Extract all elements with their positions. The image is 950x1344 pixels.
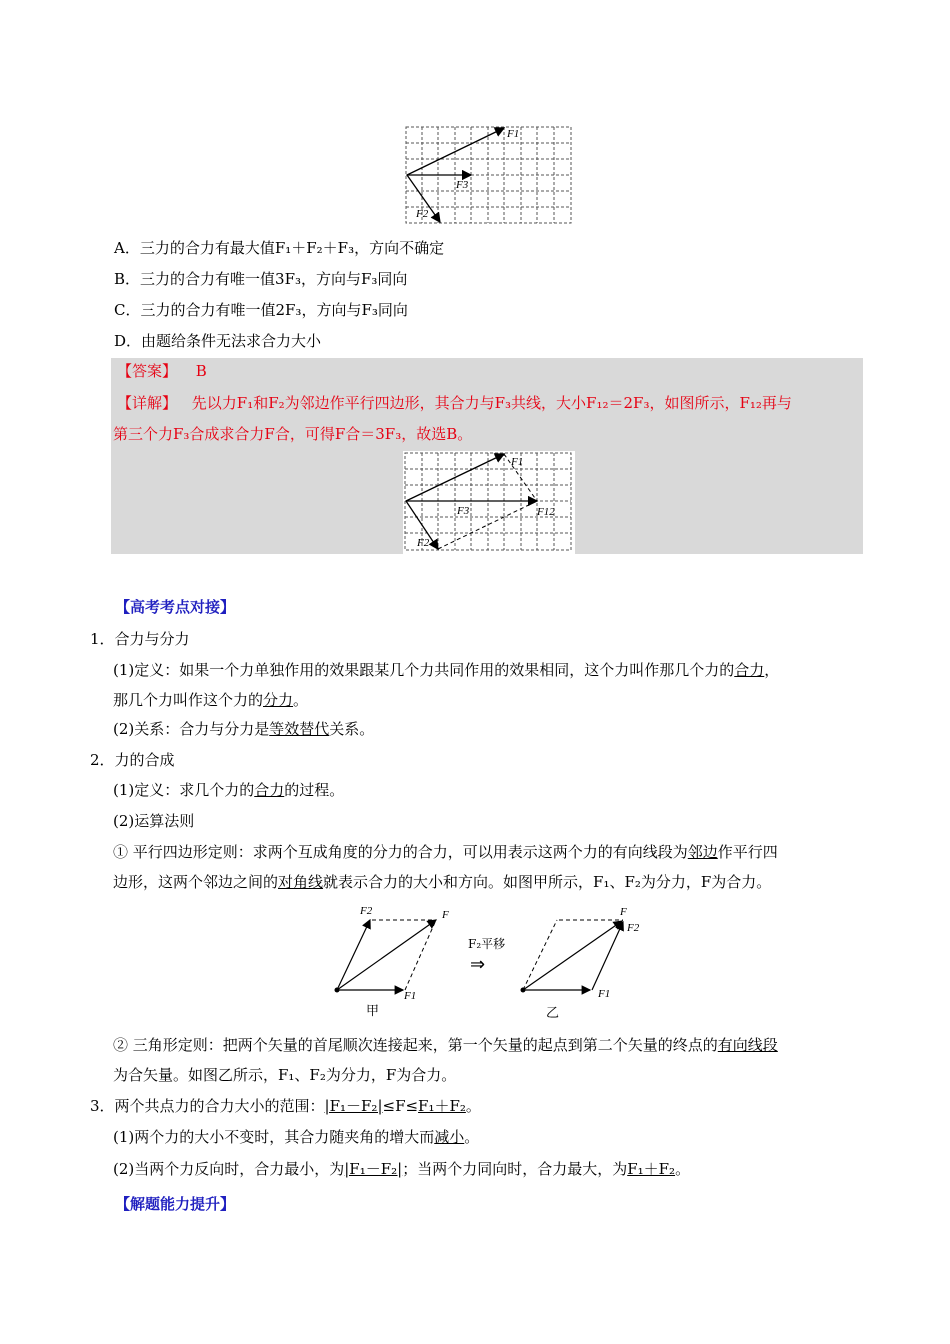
- text: ≤F≤: [382, 1097, 419, 1115]
- jia-f2-arrow: [337, 920, 370, 990]
- underline-term: 有向线段: [717, 1036, 778, 1054]
- item-2-triangle: [113, 1035, 778, 1055]
- text: 。: [293, 691, 309, 709]
- detail-line-2: 第三个力F₃合成求合力F合，可得F合＝3F₃，故选B。: [113, 425, 473, 443]
- text: ；当两个力同向时，合力最大，为: [402, 1160, 628, 1178]
- underline-term: F₁＋F₂: [627, 1160, 676, 1178]
- text: 就表示合力的大小和方向。如图甲所示，F₁、F₂为分力，F为合力。: [323, 873, 772, 891]
- underline-term: |F₁－F₂|: [344, 1160, 403, 1178]
- text: (1)定义：求几个力的: [113, 781, 255, 799]
- yi-f-label: F: [620, 906, 627, 918]
- underline-term: 对角线: [278, 873, 324, 891]
- text: 边形，这两个邻边之间的: [113, 873, 279, 891]
- yi-f1-label: F1: [598, 988, 611, 1000]
- force-grid-figure-1: [405, 126, 575, 226]
- item-3-2: [113, 1159, 690, 1179]
- detail-line-1: [117, 393, 792, 413]
- jia-f2-label: F2: [360, 905, 373, 917]
- item-1-relation: [113, 719, 374, 739]
- item-2-parallelogram-2: [113, 872, 771, 892]
- underline-term: |F₁－F₂|: [324, 1097, 383, 1115]
- text: 作平行四: [717, 843, 778, 861]
- section-title-ability: 【解题能力提升】: [115, 1195, 236, 1213]
- text: ② 三角形定则：把两个矢量的首尾顺次连接起来，第一个矢量的起点到第二个矢量的终点的: [113, 1036, 718, 1054]
- underline-term: 合力: [734, 661, 765, 679]
- yi-f2-label: F2: [627, 922, 640, 934]
- text: ① 平行四边形定则：求两个互成角度的分力的合力，可以用表示这两个力的有向线段为: [113, 843, 688, 861]
- force-grid-figure-2: [403, 451, 575, 554]
- item-2-rule: (2)运算法则: [113, 812, 195, 830]
- double-arrow-icon: ⇒: [470, 954, 486, 975]
- item-3-range: [90, 1096, 481, 1116]
- item-2-title: 2．力的合成: [90, 751, 175, 769]
- text: ，: [764, 661, 780, 679]
- item-3-1: [113, 1127, 479, 1147]
- answer-line: [117, 361, 207, 381]
- translate-label: F₂平移: [468, 937, 506, 951]
- f3-label-2: F3: [457, 505, 470, 517]
- yi-f2-arrow: [592, 922, 623, 990]
- item-1-title: 1．合力与分力: [90, 630, 190, 648]
- answer-value: B: [195, 362, 207, 380]
- option-c: C．三力的合力有唯一值2F₃，方向与F₃同向: [114, 301, 408, 319]
- f3-label: F3: [456, 179, 469, 191]
- detail-text-1: 先以力F₁和F₂为邻边作平行四边形，其合力与F₃共线，大小F₁₂＝2F₃，如图所示，F₁₂再与: [191, 394, 792, 412]
- item-2-parallelogram: [113, 842, 778, 862]
- section-title-kaodian: 【高考考点对接】: [115, 598, 236, 616]
- text: 。: [464, 1128, 480, 1146]
- underline-term: 减小: [434, 1128, 465, 1146]
- item-2-def: [113, 780, 344, 800]
- text: (1)定义：如果一个力单独作用的效果跟某几个力共同作用的效果相同，这个力叫作那几个力的: [113, 661, 735, 679]
- text: 。: [465, 1097, 481, 1115]
- underline-term: 分力: [263, 691, 294, 709]
- f2-label: F2: [416, 208, 429, 220]
- text: 那几个力叫作这个力的: [113, 691, 264, 709]
- text: (2)当两个力反向时，合力最小，为: [113, 1160, 345, 1178]
- option-b: B．三力的合力有唯一值3F₃，方向与F₃同向: [114, 270, 408, 288]
- f1-label: F1: [507, 128, 520, 140]
- text: (1)两个力的大小不变时，其合力随夹角的增大而: [113, 1128, 435, 1146]
- underline-term: 邻边: [687, 843, 718, 861]
- underline-term: 等效替代: [269, 720, 330, 738]
- item-1-def-2: [113, 690, 308, 710]
- option-d: D．由题给条件无法求合力大小: [114, 332, 322, 350]
- option-a: A．三力的合力有最大值F₁＋F₂＋F₃，方向不确定: [114, 239, 445, 257]
- jia-f-arrow: [337, 920, 436, 990]
- text: 3．两个共点力的合力大小的范围：: [90, 1097, 325, 1115]
- jia-f-label: F: [442, 909, 449, 921]
- text: 关系。: [329, 720, 375, 738]
- underline-term: 合力: [254, 781, 285, 799]
- parallelogram-triangle-figure: [320, 900, 660, 1025]
- answer-label: 【答案】: [117, 362, 178, 380]
- f1-label-2: F1: [511, 456, 524, 468]
- text: (2)关系：合力与分力是: [113, 720, 270, 738]
- f12-label: F12: [537, 506, 555, 518]
- detail-label: 【详解】: [117, 394, 178, 412]
- item-2-triangle-2: 为合矢量。如图乙所示，F₁、F₂为分力，F为合力。: [113, 1066, 457, 1084]
- jia-caption: 甲: [366, 1004, 380, 1019]
- item-1-def: [113, 660, 779, 680]
- text: 的过程。: [284, 781, 345, 799]
- underline-term: F₁＋F₂: [418, 1097, 466, 1115]
- jia-f1-label: F1: [404, 990, 417, 1002]
- f2-label-2: F2: [417, 537, 430, 549]
- text: 。: [675, 1160, 691, 1178]
- yi-caption: 乙: [546, 1006, 560, 1021]
